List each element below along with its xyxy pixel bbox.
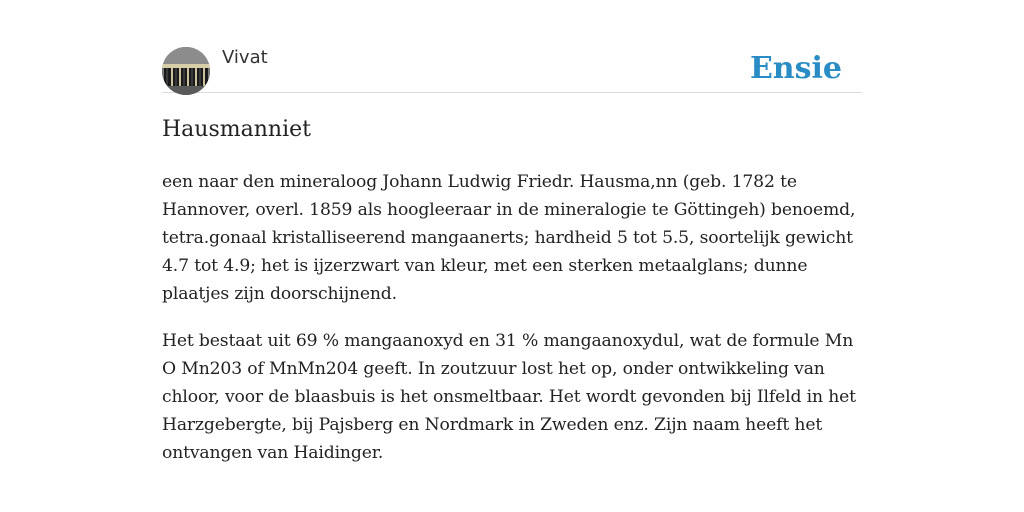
- brand-logo[interactable]: Ensie: [749, 51, 842, 86]
- article-paragraph: een naar den mineraloog Johann Ludwig Friedr. Hausma,nn (geb. 1782 te Hannover, overl. 1859 als hoogleeraar in de mineralogie te Göttingeh) benoemd, tetra.gonaal kristalliseerend mangaanerts; hardheid 5 tot 5.5, soortelijk gewicht 4.7 tot 4.9; het is ijzerzwart van kleur, met een sterken metaalglans; dunne plaatjes zijn doorschijnend.: [162, 172, 856, 304]
- article-paragraph: Het bestaat uit 69 % mangaanoxyd en 31 % mangaanoxydul, wat de formule Mn O Mn203 of MnMn204 geeft. In zoutzuur lost het op, onder ontwikkeling van chloor, voor de blaasbuis is het onsmeltbaar. Het wordt gevonden bij Ilfeld in het Harzgebergte, bij Pajsberg en Nordmark in Zweden enz. Zijn naam heeft het ontvangen van Haidinger.: [162, 331, 856, 463]
- book-spines-icon: [162, 47, 210, 95]
- author-avatar[interactable]: [162, 47, 210, 95]
- author-name[interactable]: Vivat: [222, 47, 268, 68]
- article-body: [162, 168, 862, 486]
- article-title: Hausmanniet: [162, 117, 311, 142]
- site-header: [162, 46, 862, 93]
